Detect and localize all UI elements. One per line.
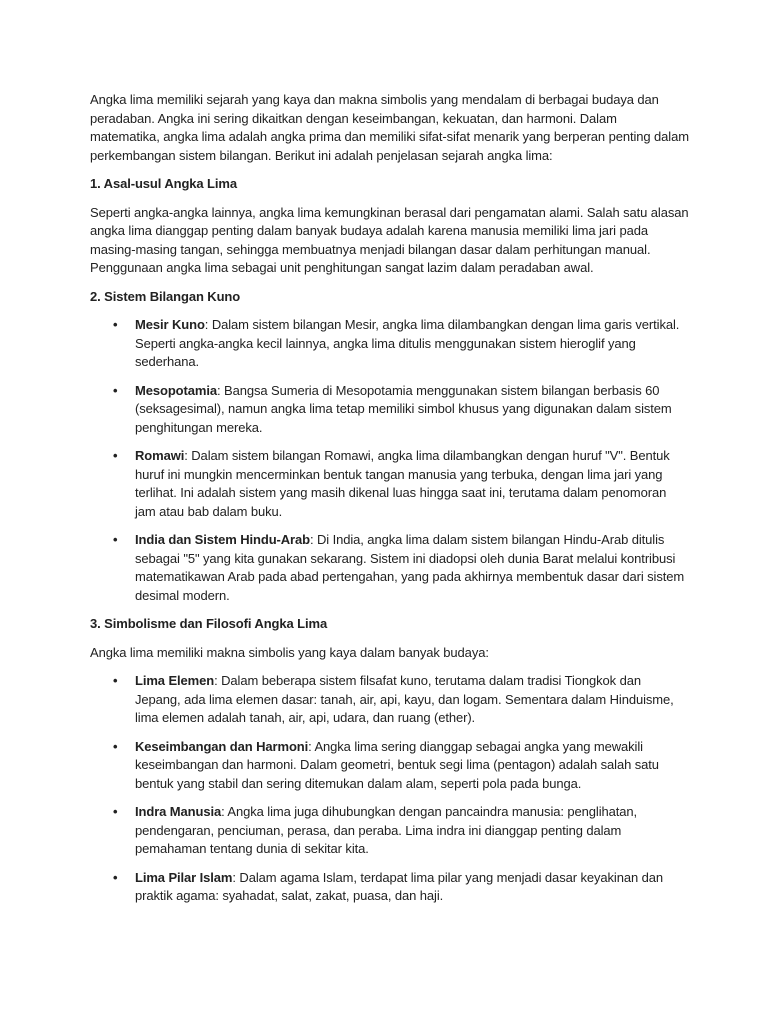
- list-item: [113, 447, 690, 521]
- list-item-term: India dan Sistem Hindu-Arab: [135, 532, 310, 547]
- list-item: [113, 869, 690, 906]
- list-item: [113, 672, 690, 728]
- section-heading-simbolisme: 3. Simbolisme dan Filosofi Angka Lima: [90, 616, 328, 631]
- list-item-term: Romawi: [135, 448, 185, 463]
- list-item: [113, 738, 690, 794]
- document-page: [90, 91, 690, 916]
- list-sistem-bilangan: [90, 316, 690, 605]
- bullet-icon: •: [113, 673, 118, 688]
- list-item: [113, 316, 690, 372]
- list-item-term: Keseimbangan dan Harmoni: [135, 738, 309, 754]
- bullet-icon: •: [113, 804, 118, 819]
- section-paragraph-simbolisme: Angka lima memiliki makna simbolis yang kaya dalam banyak budaya:: [90, 644, 489, 660]
- list-item-term: Mesir Kuno: [135, 317, 205, 332]
- list-item-text: : Di India, angka lima dalam sistem bilangan Hindu-Arab ditulis sebagai "5" yang kita gunakan sekarang. Sistem ini diadopsi oleh dunia Barat melalui kontribusi matematikawan Arab pada abad pertengahan, yang pada akhirnya membentuk dasar dari sistem desimal modern.: [135, 532, 685, 603]
- list-item-text: : Dalam sistem bilangan Romawi, angka lima dilambangkan dengan huruf "V". Bentuk huruf ini mungkin mencerminkan bentuk tangan manusia yang terbuka, dengan lima jari yang terlihat. Ini adalah sistem yang masih dikenal luas hingga saat ini, terutama dalam penomoran jam atau bab dalam buku.: [135, 448, 670, 519]
- list-item-text: : Dalam sistem bilangan Mesir, angka lima dilambangkan dengan lima garis vertikal. Seperti angka-angka kecil lainnya, angka lima ditulis menggunakan sistem hieroglif yang sederhana.: [135, 317, 680, 369]
- list-item: [113, 531, 690, 605]
- bullet-icon: •: [113, 532, 118, 547]
- list-item-term: Mesopotamia: [135, 382, 217, 398]
- section-heading-sistem-bilangan: 2. Sistem Bilangan Kuno: [90, 288, 241, 304]
- bullet-icon: •: [113, 317, 118, 332]
- section-paragraph-asal-usul: Seperti angka-angka lainnya, angka lima kemungkinan berasal dari pengamatan alami. Salah satu alasan angka lima dianggap penting dalam banyak budaya adalah karena manusia memiliki lima jari pada masing-masing tangan, sehingga membuatnya menjadi bilangan dasar dalam perhitungan manual. Penggunaan angka lima sebagai unit penghitungan sangat lazim dalam peradaban awal.: [90, 204, 689, 275]
- list-item-term: Lima Pilar Islam: [135, 869, 233, 885]
- list-item: [113, 382, 690, 438]
- list-item-term: Indra Manusia: [135, 804, 222, 819]
- bullet-icon: •: [113, 382, 118, 398]
- bullet-icon: •: [113, 869, 118, 885]
- list-item-text: : Dalam beberapa sistem filsafat kuno, terutama dalam tradisi Tiongkok dan Jepang, ada lima elemen dasar: tanah, air, api, kayu, dan logam. Sementara dalam Hinduisme, lima elemen adalah tanah, air, api, udara, dan ruang (ether).: [135, 673, 674, 725]
- list-item: [113, 803, 690, 859]
- list-item-text: : Dalam agama Islam, terdapat lima pilar yang menjadi dasar keyakinan dan praktik agama: syahadat, salat, zakat, puasa, dan haji.: [135, 869, 663, 903]
- section-heading-asal-usul: 1. Asal-usul Angka Lima: [90, 176, 237, 191]
- list-item-term: Lima Elemen: [135, 673, 215, 688]
- list-item-text: : Angka lima juga dihubungkan dengan pancaindra manusia: penglihatan, pendengaran, penciuman, perasa, dan peraba. Lima indra ini dianggap penting dalam pemahaman tentang dunia di sekitar kita.: [135, 804, 638, 856]
- intro-paragraph: Angka lima memiliki sejarah yang kaya dan makna simbolis yang mendalam di berbagai budaya dan peradaban. Angka ini sering dikaitkan dengan keseimbangan, kekuatan, dan harmoni. Dalam matematika, angka lima adalah angka prima dan memiliki sifat-sifat menarik yang berperan penting dalam perkembangan sistem bilangan. Berikut ini adalah penjelasan sejarah angka lima:: [90, 92, 689, 163]
- list-simbolisme: [90, 672, 690, 906]
- bullet-icon: •: [113, 448, 118, 463]
- list-item-text: : Angka lima sering dianggap sebagai angka yang mewakili keseimbangan dan harmoni. Dalam geometri, bentuk segi lima (pentagon) adalah salah satu bentuk yang stabil dan sering ditemukan dalam alam, seperti pola pada bunga.: [135, 738, 659, 791]
- bullet-icon: •: [113, 738, 118, 754]
- list-item-text: : Bangsa Sumeria di Mesopotamia menggunakan sistem bilangan berbasis 60 (seksagesimal), namun angka lima tetap memiliki simbol khusus yang digunakan dalam sistem penghitungan mereka.: [135, 382, 672, 435]
